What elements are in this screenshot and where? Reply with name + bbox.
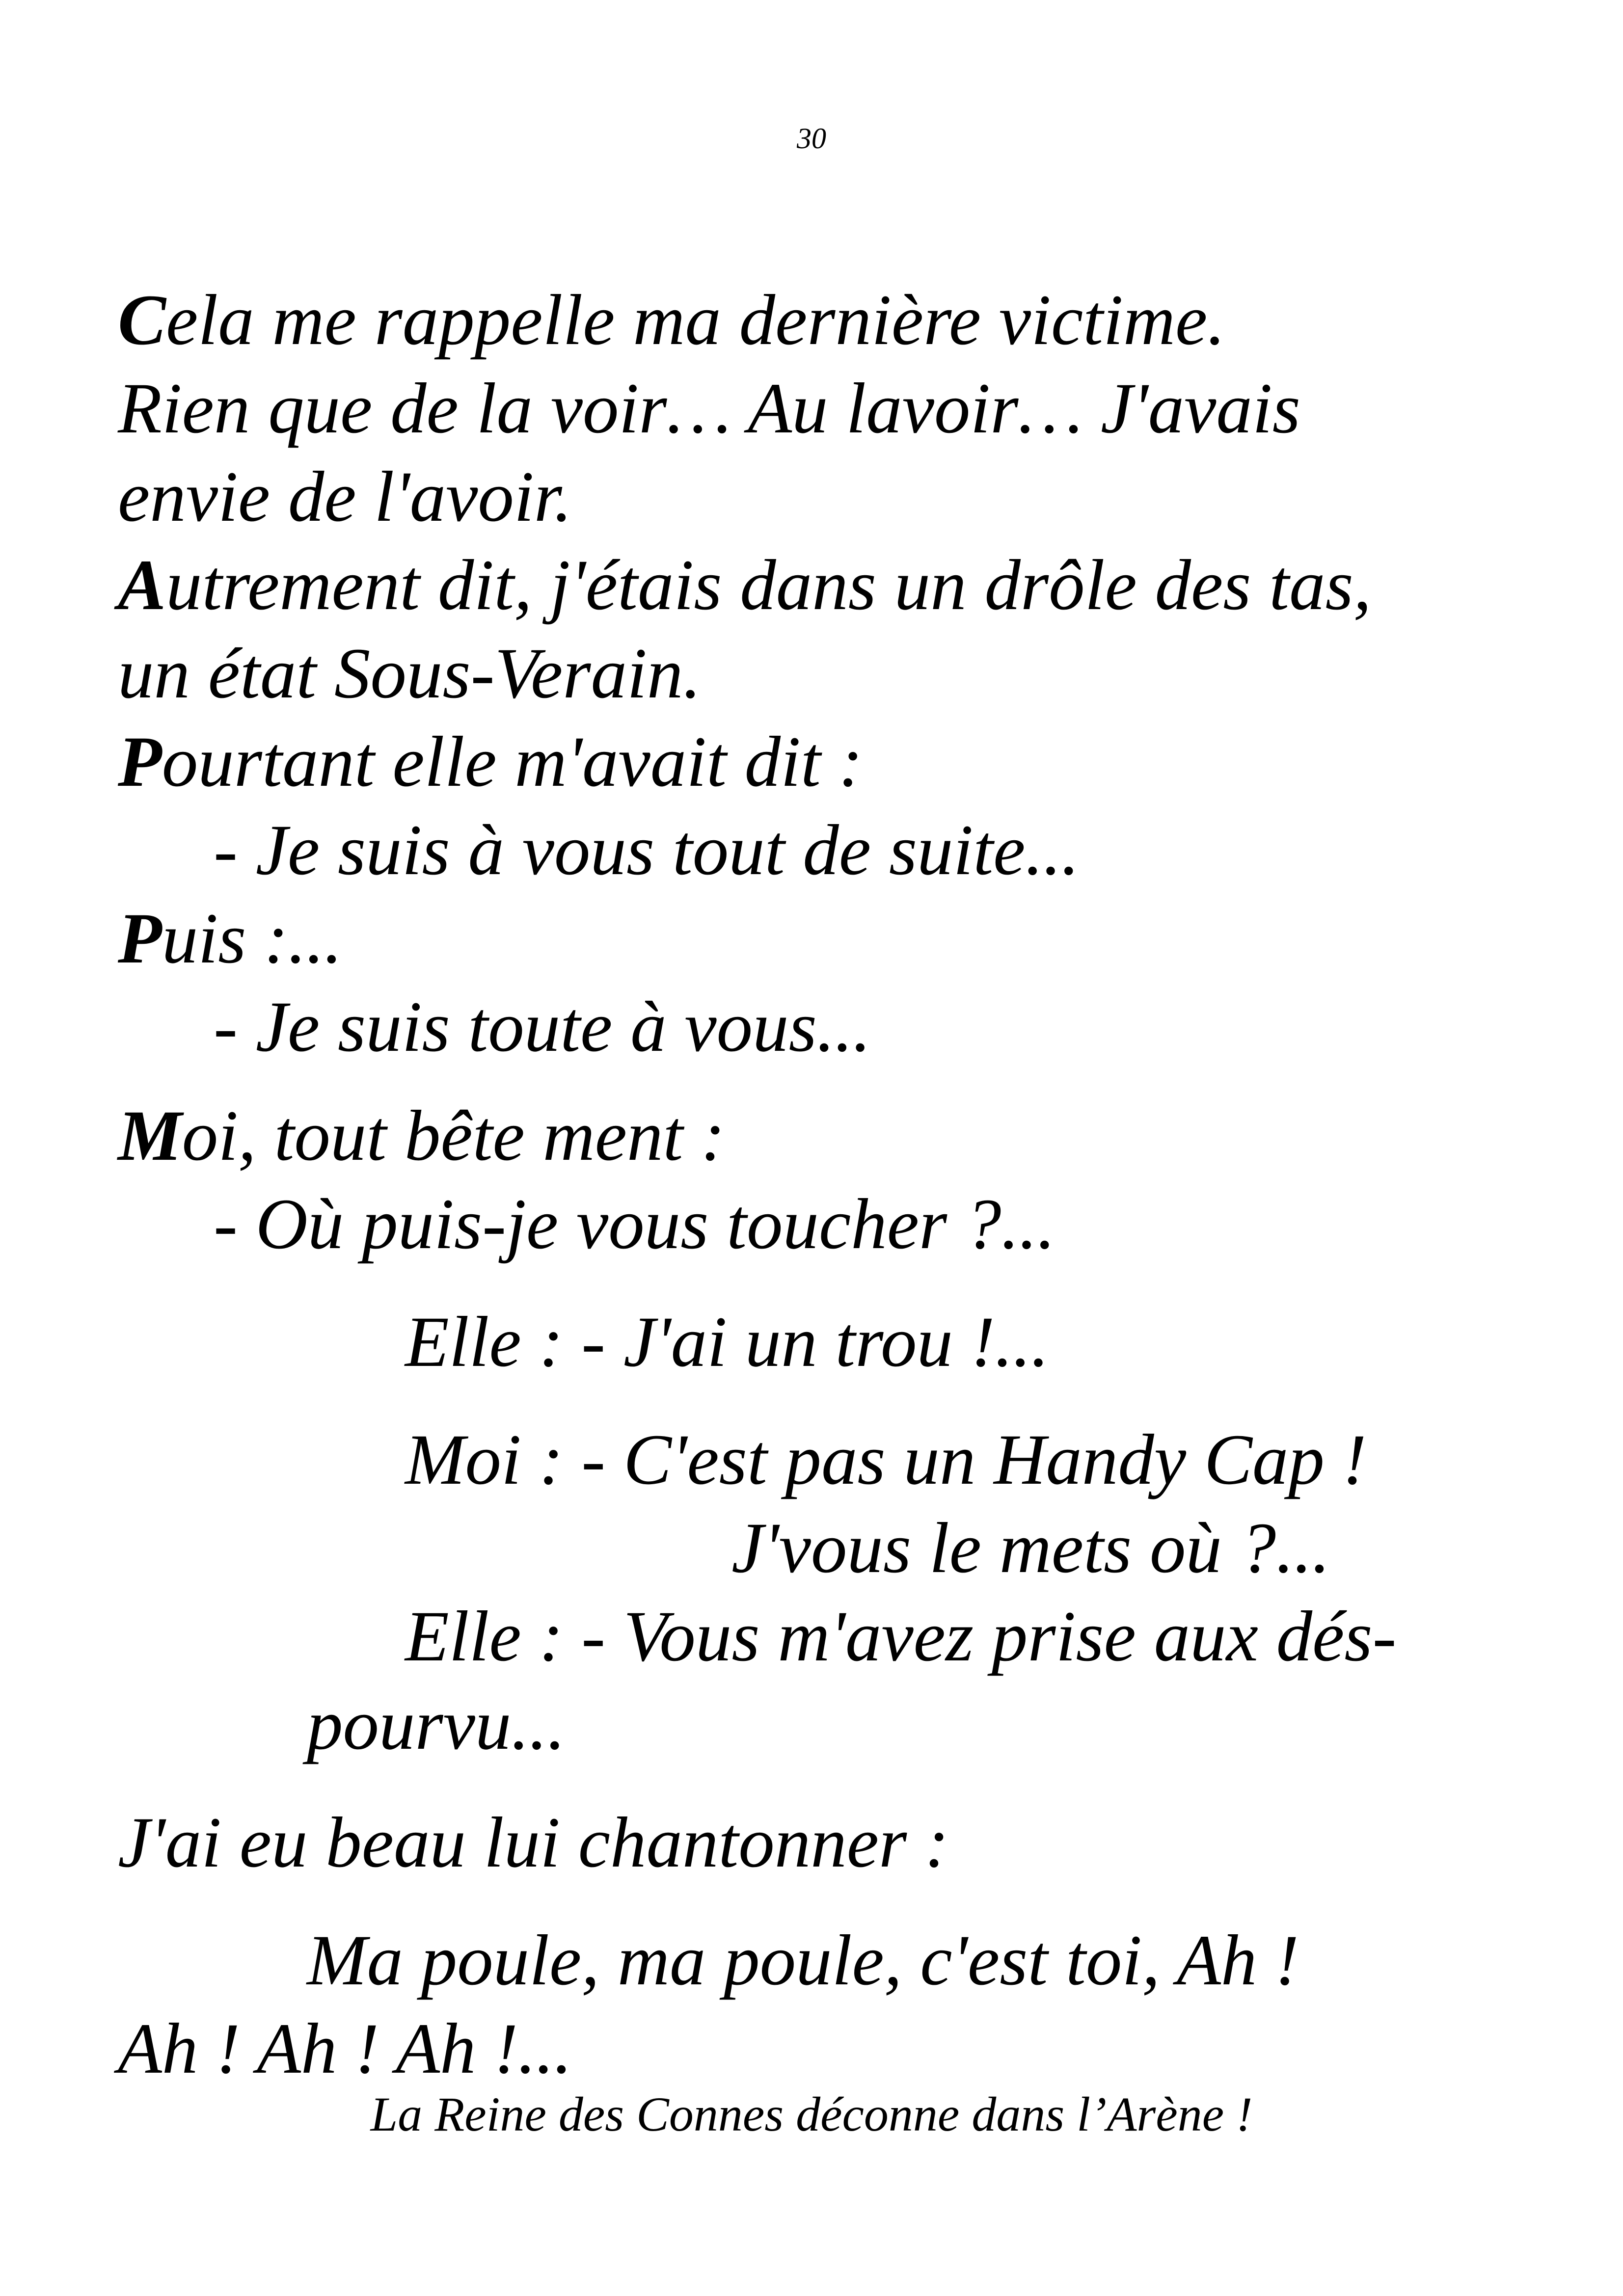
text-line — [118, 721, 863, 801]
drop-initial: P — [118, 721, 162, 801]
drop-initial: M — [118, 1095, 182, 1175]
text-line: envie de l'avoir. — [118, 456, 572, 536]
dialogue-line: Elle : - J'ai un trou !... — [405, 1302, 1049, 1382]
text-line: J'ai eu beau lui chantonner : — [118, 1802, 949, 1882]
dialogue-line: pourvu... — [307, 1684, 566, 1764]
dialogue-line: Moi : - C'est pas un Handy Cap ! — [405, 1419, 1367, 1499]
drop-initial: P — [118, 898, 162, 978]
text-line — [118, 1095, 726, 1175]
dialogue-line: - Je suis toute à vous... — [214, 987, 871, 1067]
page-footer: La Reine des Connes déconne dans l’Arène ! — [370, 2087, 1253, 2141]
dialogue-line: - Je suis à vous tout de suite... — [214, 810, 1080, 890]
drop-initial: C — [118, 280, 166, 360]
text-line — [118, 898, 343, 978]
text-line: Rien que de la voir… Au lavoir… J'avais — [118, 368, 1300, 448]
dialogue-line: - Où puis-je vous toucher ?... — [214, 1184, 1055, 1264]
text-line: un état Sous-Verain. — [118, 633, 702, 713]
line-text: ourtant elle m'avait dit : — [162, 721, 863, 801]
line-text: utrement dit, j'étais dans un drôle des tas, — [166, 545, 1372, 625]
line-text: ela me rappelle ma dernière victime. — [166, 280, 1226, 360]
page-number: 30 — [797, 122, 826, 155]
line-text: uis :... — [162, 898, 343, 978]
dialogue-line: J'vous le mets où ?... — [731, 1508, 1330, 1588]
song-line: Ah ! Ah ! Ah !... — [118, 2008, 572, 2088]
text-line — [118, 545, 1372, 625]
drop-initial: A — [118, 545, 166, 625]
song-line: Ma poule, ma poule, c'est toi, Ah ! — [307, 1920, 1299, 2000]
line-text: oi, tout bête ment : — [182, 1095, 726, 1175]
text-line — [118, 280, 1226, 360]
dialogue-line: Elle : - Vous m'avez prise aux dés- — [405, 1596, 1397, 1676]
